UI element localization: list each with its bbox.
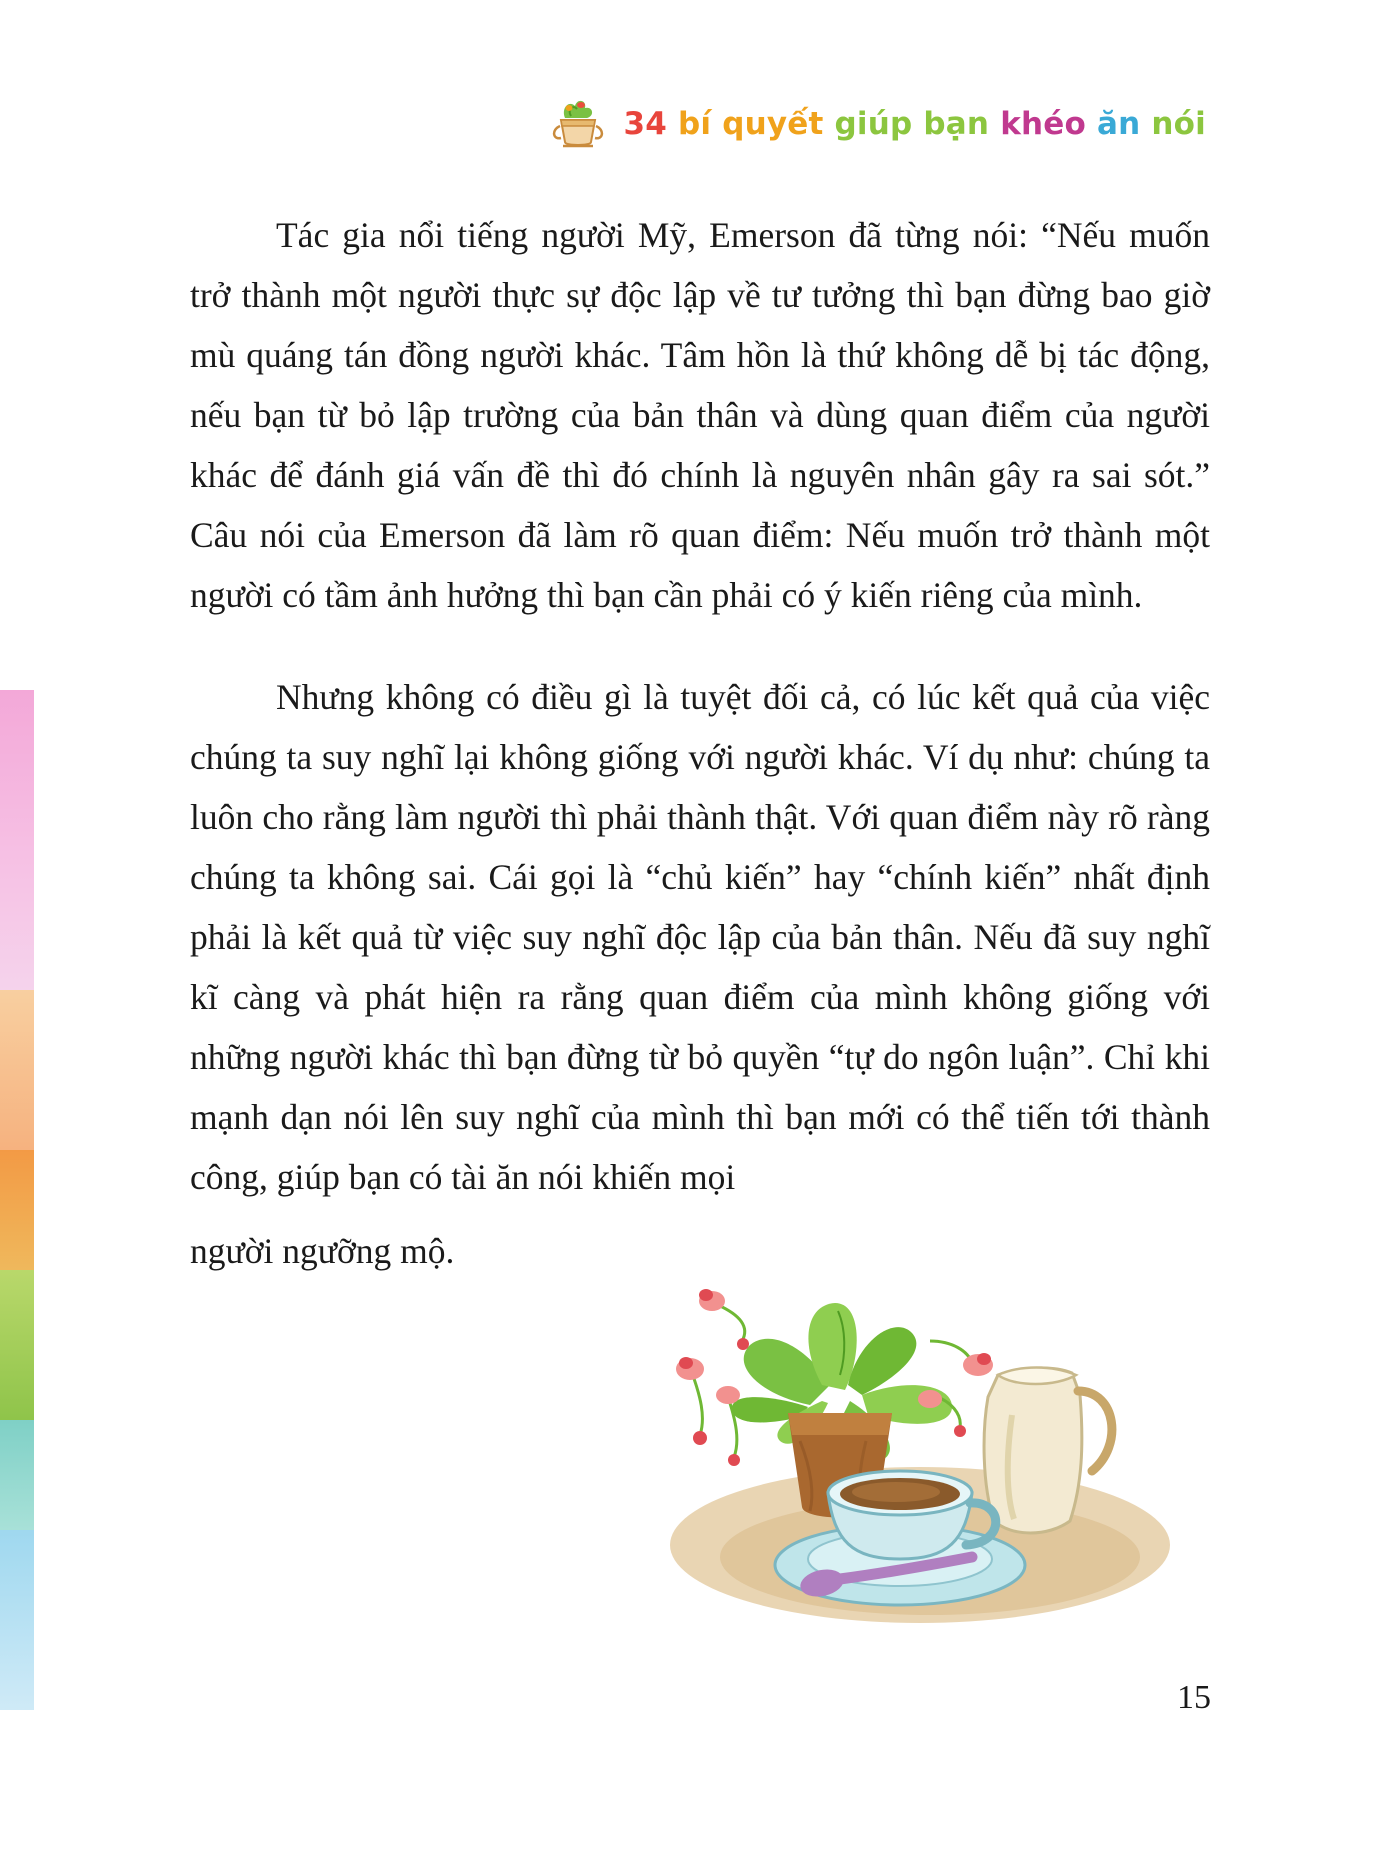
paragraph-2-tail: người ngưỡng mộ. [190,1231,455,1271]
page-title [623,106,1206,142]
edge-segment-peach [0,990,34,1150]
title-word-2: bí quyết [678,106,824,142]
title-word-5: ăn [1097,106,1141,142]
paragraph-1: Tác gia nổi tiếng người Mỹ, Emerson đã từng nói: “Nếu muốn trở thành một người thực sự độc lập về tư tưởng thì bạn đừng bao giờ mù quáng tán đồng người khác. Tâm hồn là thứ không dễ bị tác động, nếu bạn từ bỏ lập trường của bản thân và dùng quan điểm của người khác để đánh giá vấn đề thì đó chính là nguyên nhân gây ra sai sót.” Câu nói của Emerson đã làm rõ quan điểm: Nếu muốn trở thành một người có tầm ảnh hưởng thì bạn cần phải có ý kiến riêng của mình. [190,215,1210,615]
page-number: 15 [1177,1679,1211,1716]
edge-segment-pink [0,690,34,990]
edge-segment-orange [0,1150,34,1270]
title-word-3: giúp bạn [834,106,990,142]
potted-plant-icon [547,96,609,152]
paragraph-2: Nhưng không có điều gì là tuyệt đối cả, có lúc kết quả của việc chúng ta suy nghĩ lại không giống với người khác. Ví dụ như: chúng ta luôn cho rằng làm người thì phải thành thật. Với quan điểm này rõ ràng chúng ta không sai. Cái gọi là “chủ kiến” hay “chính kiến” nhất định phải là kết quả từ việc suy nghĩ độc lập của bản thân. Nếu đã suy nghĩ kĩ càng và phát hiện ra rằng quan điểm của mình không giống với những người khác thì bạn đừng từ bỏ quyền “tự do ngôn luận”. Chỉ khi mạnh dạn nói lên suy nghĩ của mình thì bạn mới có thể tiến tới thành công, giúp bạn có tài ăn nói khiến mọi [190,677,1210,1197]
running-header [0,96,1386,152]
edge-segment-white-bottom [0,1710,34,1859]
illustration [600,1245,1220,1675]
page-edge-decoration [0,0,34,1859]
edge-segment-green [0,1270,34,1420]
title-word-6: nói [1151,106,1206,142]
title-word-4: khéo [1000,106,1087,142]
edge-segment-teal [0,1420,34,1530]
title-word-1: 34 [623,106,668,142]
body-text-column [190,205,1210,1281]
edge-segment-blue [0,1530,34,1710]
